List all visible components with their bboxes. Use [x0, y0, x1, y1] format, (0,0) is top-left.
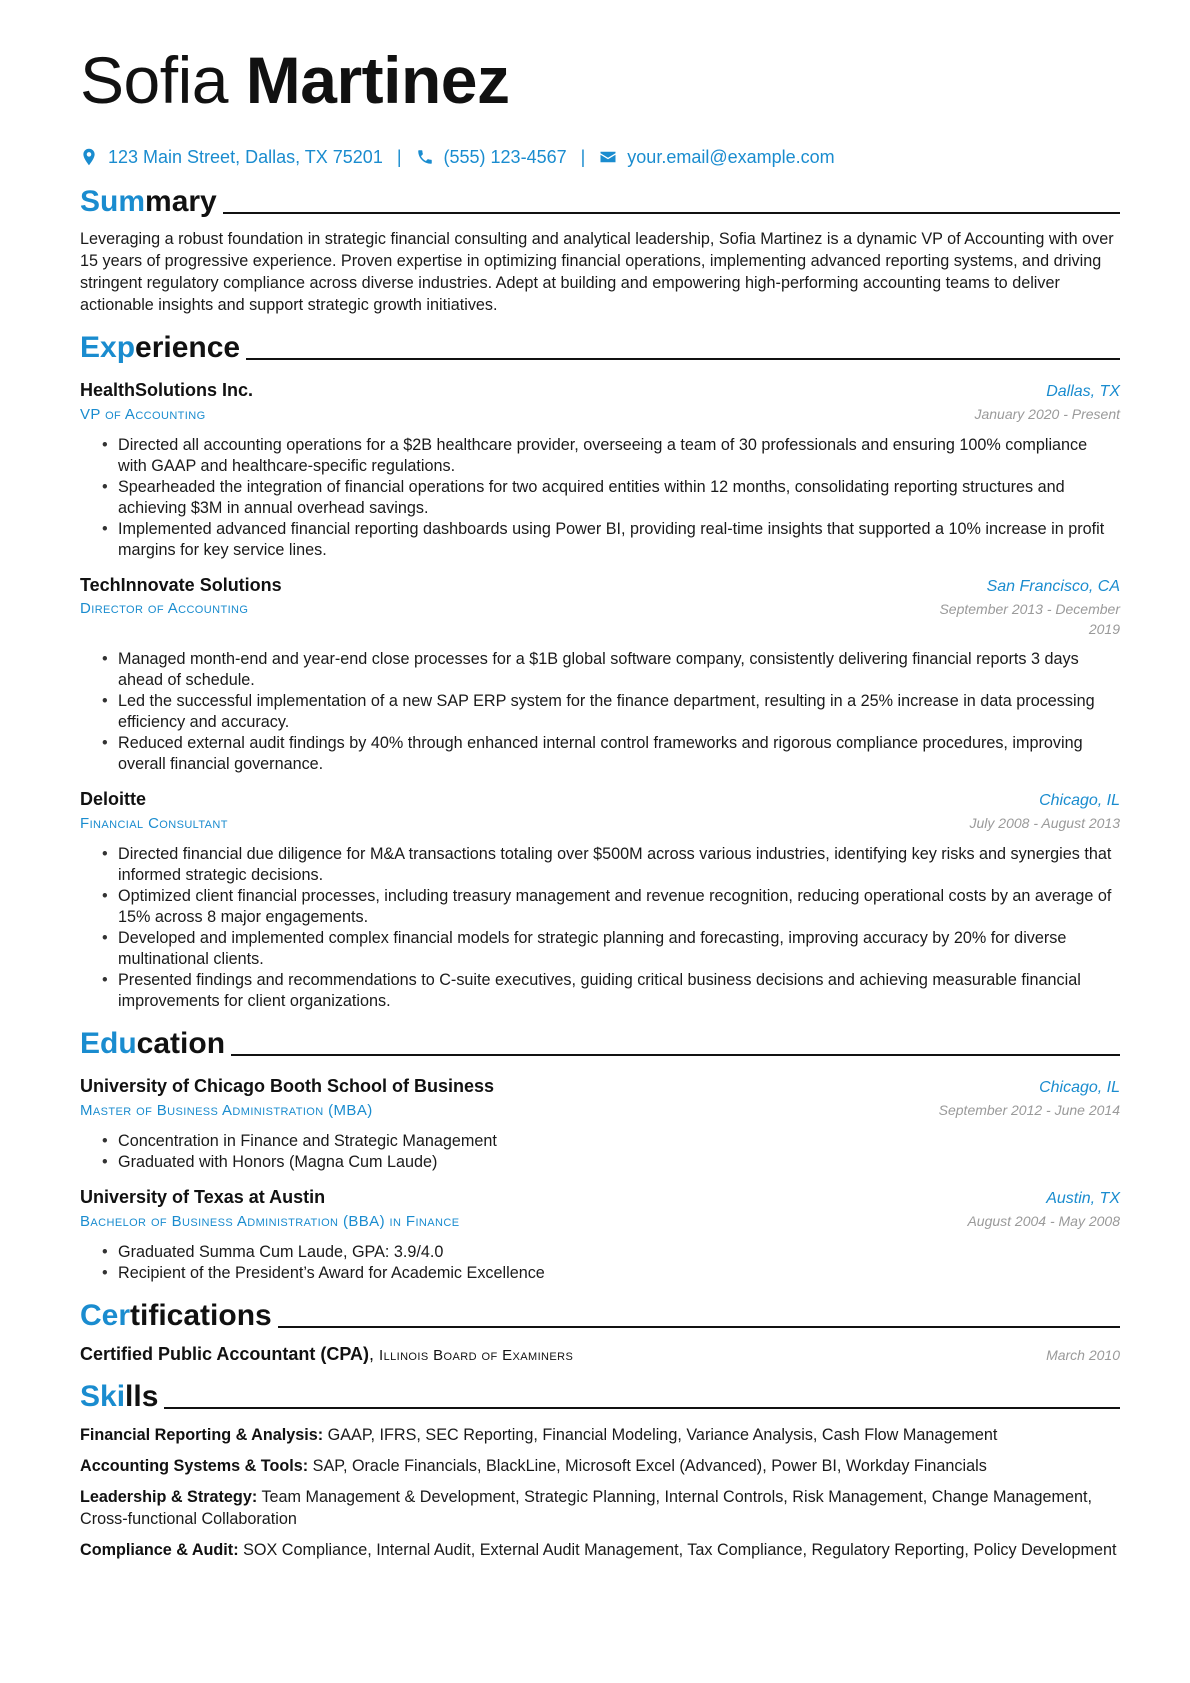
section-divider: [231, 1054, 1120, 1056]
section-title: [80, 1379, 158, 1415]
education-entry: [80, 1185, 1120, 1284]
education-details: [80, 1131, 1120, 1173]
skill-group-items: SOX Compliance, Internal Audit, External Audit Management, Tax Compliance, Regulatory Reporting, Policy Development: [243, 1541, 1117, 1559]
section-title: [80, 184, 217, 220]
achievement-list: [80, 844, 1120, 1012]
job-title: Financial Consultant: [80, 815, 228, 832]
school-location: Austin, TX: [1046, 1190, 1120, 1207]
job-title: VP of Accounting: [80, 406, 206, 423]
certifications-heading: [80, 1292, 1120, 1334]
section-title-rest: erience: [135, 331, 241, 364]
education-details: [80, 1242, 1120, 1284]
skill-group-items: GAAP, IFRS, SEC Reporting, Financial Modeling, Variance Analysis, Cash Flow Management: [327, 1426, 998, 1444]
education-dates: September 2012 - June 2014: [938, 1102, 1120, 1118]
skill-group-label: Leadership & Strategy:: [80, 1488, 258, 1506]
section-title-rest: tifications: [130, 1299, 272, 1332]
certification-entry: [80, 1344, 1120, 1365]
job-location: Dallas, TX: [1046, 383, 1120, 400]
education-dates: August 2004 - May 2008: [967, 1213, 1120, 1229]
school-name: University of Chicago Booth School of Business: [80, 1076, 495, 1096]
section-title-accent: Sum: [80, 185, 146, 218]
job-location: Chicago, IL: [1039, 792, 1120, 809]
job-dates: September 2013 - December 2019: [939, 601, 1120, 637]
achievement-item: • Presented findings and recommendations to C-suite executives, guiding critical business decisions and achieving measurable financial improvements for client organizations.: [102, 970, 1120, 1012]
achievement-item: • Developed and implemented complex financial models for strategic planning and forecasting, improving accuracy by 20% for diverse multinational clients.: [102, 928, 1120, 970]
contact-separator: |: [396, 146, 402, 167]
summary-text: Leveraging a robust foundation in strategic financial consulting and analytical leadership, Sofia Martinez is a dynamic VP of Accounting with over 15 years of progressive experience. Proven expertise in optimizing financial operations, implementing advanced reporting systems, and driving stringent regulatory compliance across diverse industries. Adept at building and empowering high-performing accounting teams to deliver actionable insights and support strategic growth initiatives.: [80, 230, 1114, 314]
section-divider: [246, 358, 1120, 360]
employer-name: HealthSolutions Inc.: [80, 380, 254, 400]
skill-group: [80, 1424, 1120, 1446]
education-entry: [80, 1074, 1120, 1173]
section-title-accent: Exp: [80, 331, 136, 364]
certification-name: Certified Public Accountant (CPA): [80, 1344, 370, 1364]
map-pin-icon: [80, 148, 98, 166]
section-title-rest: mary: [145, 185, 217, 218]
skill-group-items: Team Management & Development, Strategic Planning, Internal Controls, Risk Management, Change Management, Cross-functional Collaboration: [80, 1488, 1092, 1528]
section-divider: [223, 212, 1120, 214]
achievement-item: • Spearheaded the integration of financial operations for two acquired entities within 12 months, consolidating reporting structures and achieving $3M in annual overhead savings.: [102, 477, 1120, 519]
job-dates: January 2020 - Present: [974, 406, 1120, 422]
section-divider: [164, 1407, 1120, 1409]
skill-group-label: Accounting Systems & Tools:: [80, 1457, 309, 1475]
achievement-item: • Reduced external audit findings by 40% through enhanced internal control frameworks and rigorous compliance procedures, improving overall financial governance.: [102, 733, 1120, 775]
achievement-item: • Optimized client financial processes, including treasury management and revenue recognition, reducing operational costs by an average of 15% across 8 major engagements.: [102, 886, 1120, 928]
certification-issuer: Illinois Board of Examiners: [379, 1347, 574, 1364]
contact-separator: |: [580, 146, 586, 167]
experience-entry: [80, 378, 1120, 561]
experience-entry: [80, 573, 1120, 775]
section-divider: [278, 1326, 1120, 1328]
achievement-list: [80, 649, 1120, 775]
degree-name: Bachelor of Business Administration (BBA) in Finance: [80, 1213, 460, 1230]
phone-icon: [416, 148, 434, 166]
experience-entry: [80, 787, 1120, 1012]
contact-phone[interactable]: [416, 147, 567, 168]
employer-name: Deloitte: [80, 789, 147, 809]
phone-text: (555) 123-4567: [443, 146, 567, 167]
skill-group-items: SAP, Oracle Financials, BlackLine, Microsoft Excel (Advanced), Power BI, Workday Financials: [312, 1457, 987, 1475]
address-text: 123 Main Street, Dallas, TX 75201: [108, 146, 383, 167]
skill-group: [80, 1455, 1120, 1477]
education-heading: [80, 1020, 1120, 1062]
school-location: Chicago, IL: [1039, 1079, 1120, 1096]
job-dates: July 2008 - August 2013: [969, 815, 1120, 831]
skill-group-label: Financial Reporting & Analysis:: [80, 1426, 324, 1444]
achievement-item: • Directed financial due diligence for M&A transactions totaling over $500M across various industries, identifying key risks and synergies that informed strategic decisions.: [102, 844, 1120, 886]
section-title-rest: cation: [136, 1027, 226, 1060]
resume-page: [80, 40, 1120, 1561]
first-name: Sofia: [80, 43, 228, 117]
degree-name: Master of Business Administration (MBA): [80, 1102, 373, 1119]
section-title-accent: Cer: [80, 1299, 131, 1332]
skill-group-label: Compliance & Audit:: [80, 1541, 239, 1559]
achievement-item: • Implemented advanced financial reporting dashboards using Power BI, providing real-time insights that supported a 10% increase in profit margins for key service lines.: [102, 519, 1120, 561]
job-location: San Francisco, CA: [986, 578, 1120, 595]
experience-heading: [80, 324, 1120, 366]
education-detail-item: • Graduated Summa Cum Laude, GPA: 3.9/4.0: [102, 1242, 1120, 1263]
achievement-list: [80, 435, 1120, 561]
candidate-name: [80, 40, 1120, 120]
school-name: University of Texas at Austin: [80, 1187, 326, 1207]
skill-group: [80, 1486, 1120, 1530]
employer-name: TechInnovate Solutions: [80, 575, 282, 595]
contact-bar: [80, 144, 1120, 170]
achievement-item: • Directed all accounting operations for a $2B healthcare provider, overseeing a team of 30 professionals and ensuring 100% compliance with GAAP and healthcare-specific regulations.: [102, 435, 1120, 477]
contact-address: [80, 147, 383, 168]
education-detail-item: • Graduated with Honors (Magna Cum Laude): [102, 1152, 1120, 1173]
achievement-item: • Led the successful implementation of a new SAP ERP system for the finance department, resulting in a 25% increase in data processing efficiency and accuracy.: [102, 691, 1120, 733]
last-name: Martinez: [245, 43, 510, 117]
education-detail-item: • Recipient of the President’s Award for Academic Excellence: [102, 1263, 1120, 1284]
section-title: [80, 330, 240, 366]
skill-group: [80, 1539, 1120, 1561]
envelope-icon: [599, 148, 617, 166]
achievement-item: • Managed month-end and year-end close processes for a $1B global software company, consistently delivering financial reports 3 days ahead of schedule.: [102, 649, 1120, 691]
education-detail-item: • Concentration in Finance and Strategic Management: [102, 1131, 1120, 1152]
certification-date: March 2010: [1046, 1347, 1120, 1363]
section-title: [80, 1026, 225, 1062]
section-title: [80, 1298, 272, 1334]
email-link[interactable]: your.email@example.com: [627, 146, 835, 167]
section-title-accent: Ski: [80, 1380, 126, 1413]
section-title-rest: lls: [125, 1380, 159, 1413]
summary-heading: [80, 178, 1120, 220]
job-title: Director of Accounting: [80, 600, 249, 617]
skills-heading: [80, 1373, 1120, 1415]
contact-email[interactable]: [599, 147, 834, 168]
section-title-accent: Edu: [80, 1027, 137, 1060]
certification-comma: ,: [369, 1344, 380, 1364]
